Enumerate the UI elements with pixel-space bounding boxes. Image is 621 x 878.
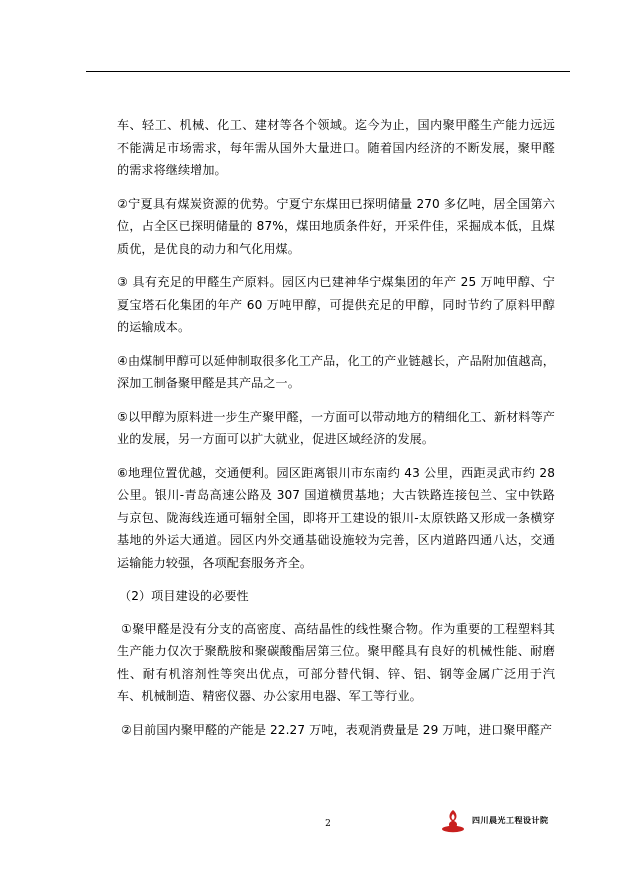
paragraph-coal-resources: ②宁夏具有煤炭资源的优势。宁夏宁东煤田已探明储量 270 多亿吨，居全国第六位，占全区已探明储量的 87%，煤田地质条件好，开采件佳，采掘成本低，且煤质优，是优良的动力和气化用煤。 xyxy=(117,196,555,256)
company-name: 四川晨光工程设计院 xyxy=(472,816,549,825)
paragraph-methanol-supply: ③ 具有充足的甲醛生产原料。园区内已建神华宁煤集团的年产 25 万吨甲醇、宁夏宝塔石化集团的年产 60 万吨甲醇，可提供充足的甲醇，同时节约了原料甲醇的运输成本。 xyxy=(117,275,555,334)
paragraph-domestic-capacity: ②目前国内聚甲醛的产能是 22.27 万吨，表观消费量是 29 万吨，进口聚甲醛产 xyxy=(121,722,553,737)
paragraph-regional-economy: ⑤以甲醇为原料进一步生产聚甲醛，一方面可以带动地方的精细化工、新材料等产业的发展，另一方面可以扩大就业，促进区域经济的发展。 xyxy=(117,409,555,446)
paragraph-polyoxymethylene-properties: ①聚甲醛是没有分支的高密度、高结晶性的线性聚合物。作为重要的工程塑料其生产能力仅次于聚酰胺和聚碳酸酯居第三位。聚甲醛具有良好的机械性能、耐磨性、耐有机溶剂性等突出优点，可部分替代铜、锌、铝、钢等金属广泛用于汽车、机械制造、精密仪器、办公家用电器、军工等行业。 xyxy=(117,621,555,703)
paragraph-intro-continued: 车、轻工、机械、化工、建材等各个领域。迄今为止，国内聚甲醛生产能力远远不能满足市场需求，每年需从国外大量进口。随着国内经济的不断发展，聚甲醛的需求将继续增加。 xyxy=(117,118,555,177)
document-body xyxy=(117,114,555,753)
paragraph-transportation: ⑥地理位置优越，交通便利。园区距离银川市东南约 43 公里，西距灵武市约 28 公里。银川-青岛高速公路及 307 国道横贯基地；大古铁路连接包兰、宝中铁路与京包、陇海线连通可辐射全国，即将开工建设的银川-太原铁路又形成一条横穿基地的外运大通道。园区内外交通基础设施较为完善，区内道路四通八达，交通运输能力较强，各项配套服务齐全。 xyxy=(117,465,555,570)
paragraph-industry-chain: ④由煤制甲醇可以延伸制取很多化工产品，化工的产业链越长，产品附加值越高，深加工制备聚甲醛是其产品之一。 xyxy=(117,353,555,390)
page-number: 2 xyxy=(325,819,331,829)
company-logo-icon xyxy=(440,808,466,834)
section-heading: （2）项目建设的必要性 xyxy=(119,589,249,603)
header-rule xyxy=(86,71,570,72)
